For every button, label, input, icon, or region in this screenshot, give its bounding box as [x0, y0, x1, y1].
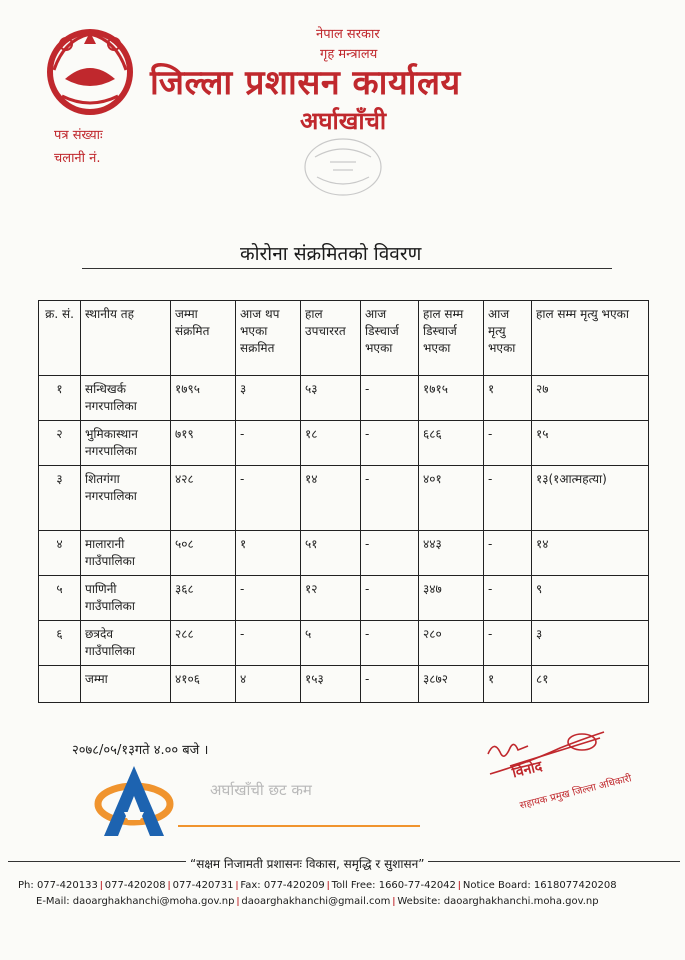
arghakhanchi-logo-icon: [94, 762, 178, 840]
cell-sn: २: [39, 421, 81, 466]
footer-motto: “सक्षम निजामती प्रशासनः विकास, समृद्धि र सुशासन”: [186, 855, 428, 872]
toll-free-number: Toll Free: 1660-77-42042: [331, 880, 456, 891]
header-local-level: स्थानीय तह: [81, 301, 171, 376]
signatory-title: सहायक प्रमुख जिल्ला अधिकारी: [518, 773, 633, 812]
cell-total-discharged: ३८७२: [419, 666, 484, 703]
dispatch-number-label: चलानी नं.: [54, 151, 101, 166]
cell-under-treatment: ५: [301, 621, 361, 666]
cell-today-deaths: -: [484, 531, 532, 576]
cell-today-discharged: -: [361, 576, 419, 621]
cell-under-treatment: ५३: [301, 376, 361, 421]
title-underline: [82, 268, 612, 269]
nepal-emblem-icon: [40, 24, 140, 116]
cell-today-new: -: [236, 621, 301, 666]
cell-today-deaths: -: [484, 621, 532, 666]
table-row: [39, 421, 649, 466]
cell-today-discharged: -: [361, 531, 419, 576]
cell-local-level: भुमिकास्थान नगरपालिका: [81, 421, 171, 466]
cell-total-infected: ४२८: [171, 466, 236, 531]
orange-divider: [178, 825, 420, 827]
cell-under-treatment: १२: [301, 576, 361, 621]
government-name: नेपाल सरकार: [316, 27, 380, 42]
letter-number-label: पत्र संख्याः: [54, 128, 103, 143]
cell-today-deaths: १: [484, 666, 532, 703]
header-total-infected: जम्मा संक्रमित: [171, 301, 236, 376]
phone-number[interactable]: 077-420731: [172, 880, 234, 891]
office-name: जिल्ला प्रशासन कार्यालय: [150, 63, 461, 103]
header-today-new: आज थप भएका सक्रमित: [236, 301, 301, 376]
cell-local-level: पाणिनी गाउँपालिका: [81, 576, 171, 621]
ministry-name: गृह मन्त्रालय: [320, 47, 378, 62]
cell-total-deaths: १४: [532, 531, 649, 576]
header-today-deaths: आज मृत्यु भएका: [484, 301, 532, 376]
cell-total-discharged: २८०: [419, 621, 484, 666]
office-stamp-icon: [295, 132, 390, 202]
cell-total-discharged: ६८६: [419, 421, 484, 466]
cell-total-deaths: १३(१आत्महत्या): [532, 466, 649, 531]
cell-today-deaths: -: [484, 421, 532, 466]
cell-today-discharged: -: [361, 666, 419, 703]
table-row: [39, 466, 649, 531]
cell-total-discharged: १७१५: [419, 376, 484, 421]
cell-total-infected: ४१०६: [171, 666, 236, 703]
district-name: अर्घाखाँची: [300, 107, 387, 135]
cell-sn: ४: [39, 531, 81, 576]
cell-total-infected: ५०८: [171, 531, 236, 576]
cell-sn: ३: [39, 466, 81, 531]
cell-total-infected: ७१९: [171, 421, 236, 466]
cell-today-new: -: [236, 576, 301, 621]
cell-today-deaths: १: [484, 376, 532, 421]
cell-today-discharged: -: [361, 376, 419, 421]
table-header-row: [39, 301, 649, 376]
table-total-row: [39, 666, 649, 703]
watermark-text: अर्घाखाँची छट कम: [210, 781, 312, 799]
cell-sn: ६: [39, 621, 81, 666]
header-total-discharged: हाल सम्म डिस्चार्ज भएका: [419, 301, 484, 376]
report-datetime: २०७८/०५/१३गते ४.०० बजे ।: [72, 743, 209, 758]
cell-local-level: छत्रदेव गाउँपालिका: [81, 621, 171, 666]
phone-number[interactable]: 077-420133: [36, 880, 98, 891]
cell-sn: १: [39, 376, 81, 421]
cell-total-infected: २८८: [171, 621, 236, 666]
cell-under-treatment: १४: [301, 466, 361, 531]
cell-today-discharged: -: [361, 466, 419, 531]
website-link[interactable]: Website: daoarghakhanchi.moha.gov.np: [397, 896, 599, 907]
cell-local-level: शितगंगा नगरपालिका: [81, 466, 171, 531]
cell-today-discharged: -: [361, 421, 419, 466]
phone-label: Ph:: [18, 880, 34, 891]
notice-board-number: Notice Board: 1618077420208: [462, 880, 617, 891]
cell-today-new: -: [236, 421, 301, 466]
document-title: कोरोना संक्रमितको विवरण: [240, 243, 422, 265]
cell-total-infected: ३६८: [171, 576, 236, 621]
cell-today-new: ४: [236, 666, 301, 703]
cell-total-infected: १७९५: [171, 376, 236, 421]
footer-email-line: E-Mail: daoarghakhanchi@moha.gov.np ǀ daoarghakhanchi@gmail.com ǀ Website: daoarghakhanchi.moha.gov.np: [36, 896, 599, 907]
table-row: [39, 621, 649, 666]
cell-total-deaths: १५: [532, 421, 649, 466]
email-label: E-Mail:: [36, 896, 70, 907]
cell-total-deaths: २७: [532, 376, 649, 421]
cell-total-discharged: ४४३: [419, 531, 484, 576]
signatory-name: विनोद: [510, 758, 544, 782]
phone-number[interactable]: 077-420208: [104, 880, 166, 891]
cell-total-deaths: ३: [532, 621, 649, 666]
cell-today-deaths: -: [484, 576, 532, 621]
cell-total-deaths: ८१: [532, 666, 649, 703]
cell-under-treatment: ५१: [301, 531, 361, 576]
covid-data-table: [38, 300, 649, 703]
cell-sn: ५: [39, 576, 81, 621]
table-row: [39, 376, 649, 421]
table-row: [39, 576, 649, 621]
cell-total-discharged: ४०१: [419, 466, 484, 531]
email-link[interactable]: daoarghakhanchi@moha.gov.np: [72, 896, 235, 907]
cell-today-deaths: -: [484, 466, 532, 531]
fax-number: Fax: 077-420209: [240, 880, 325, 891]
table-row: [39, 531, 649, 576]
email-link[interactable]: daoarghakhanchi@gmail.com: [241, 896, 391, 907]
cell-under-treatment: १५३: [301, 666, 361, 703]
cell-today-new: १: [236, 531, 301, 576]
cell-today-new: -: [236, 466, 301, 531]
cell-under-treatment: १८: [301, 421, 361, 466]
cell-local-level: सन्धिखर्क नगरपालिका: [81, 376, 171, 421]
cell-total-deaths: ९: [532, 576, 649, 621]
cell-today-discharged: -: [361, 621, 419, 666]
cell-total-label: जम्मा: [81, 666, 171, 703]
cell-total-discharged: ३४७: [419, 576, 484, 621]
footer-contact-line: Ph: 077-420133 ǀ 077-420208 ǀ 077-420731 ǀ Fax: 077-420209 ǀ Toll Free: 1660-77-42042 ǀ Notice Board: 1618077420208: [18, 880, 617, 891]
cell-sn-empty: [39, 666, 81, 703]
header-under-treatment: हाल उपचाररत: [301, 301, 361, 376]
cell-local-level: मालारानी गाउँपालिका: [81, 531, 171, 576]
header-today-discharged: आज डिस्चार्ज भएका: [361, 301, 419, 376]
header-total-deaths: हाल सम्म मृत्यु भएका: [532, 301, 649, 376]
header-sn: क्र. सं.: [39, 301, 81, 376]
cell-today-new: ३: [236, 376, 301, 421]
